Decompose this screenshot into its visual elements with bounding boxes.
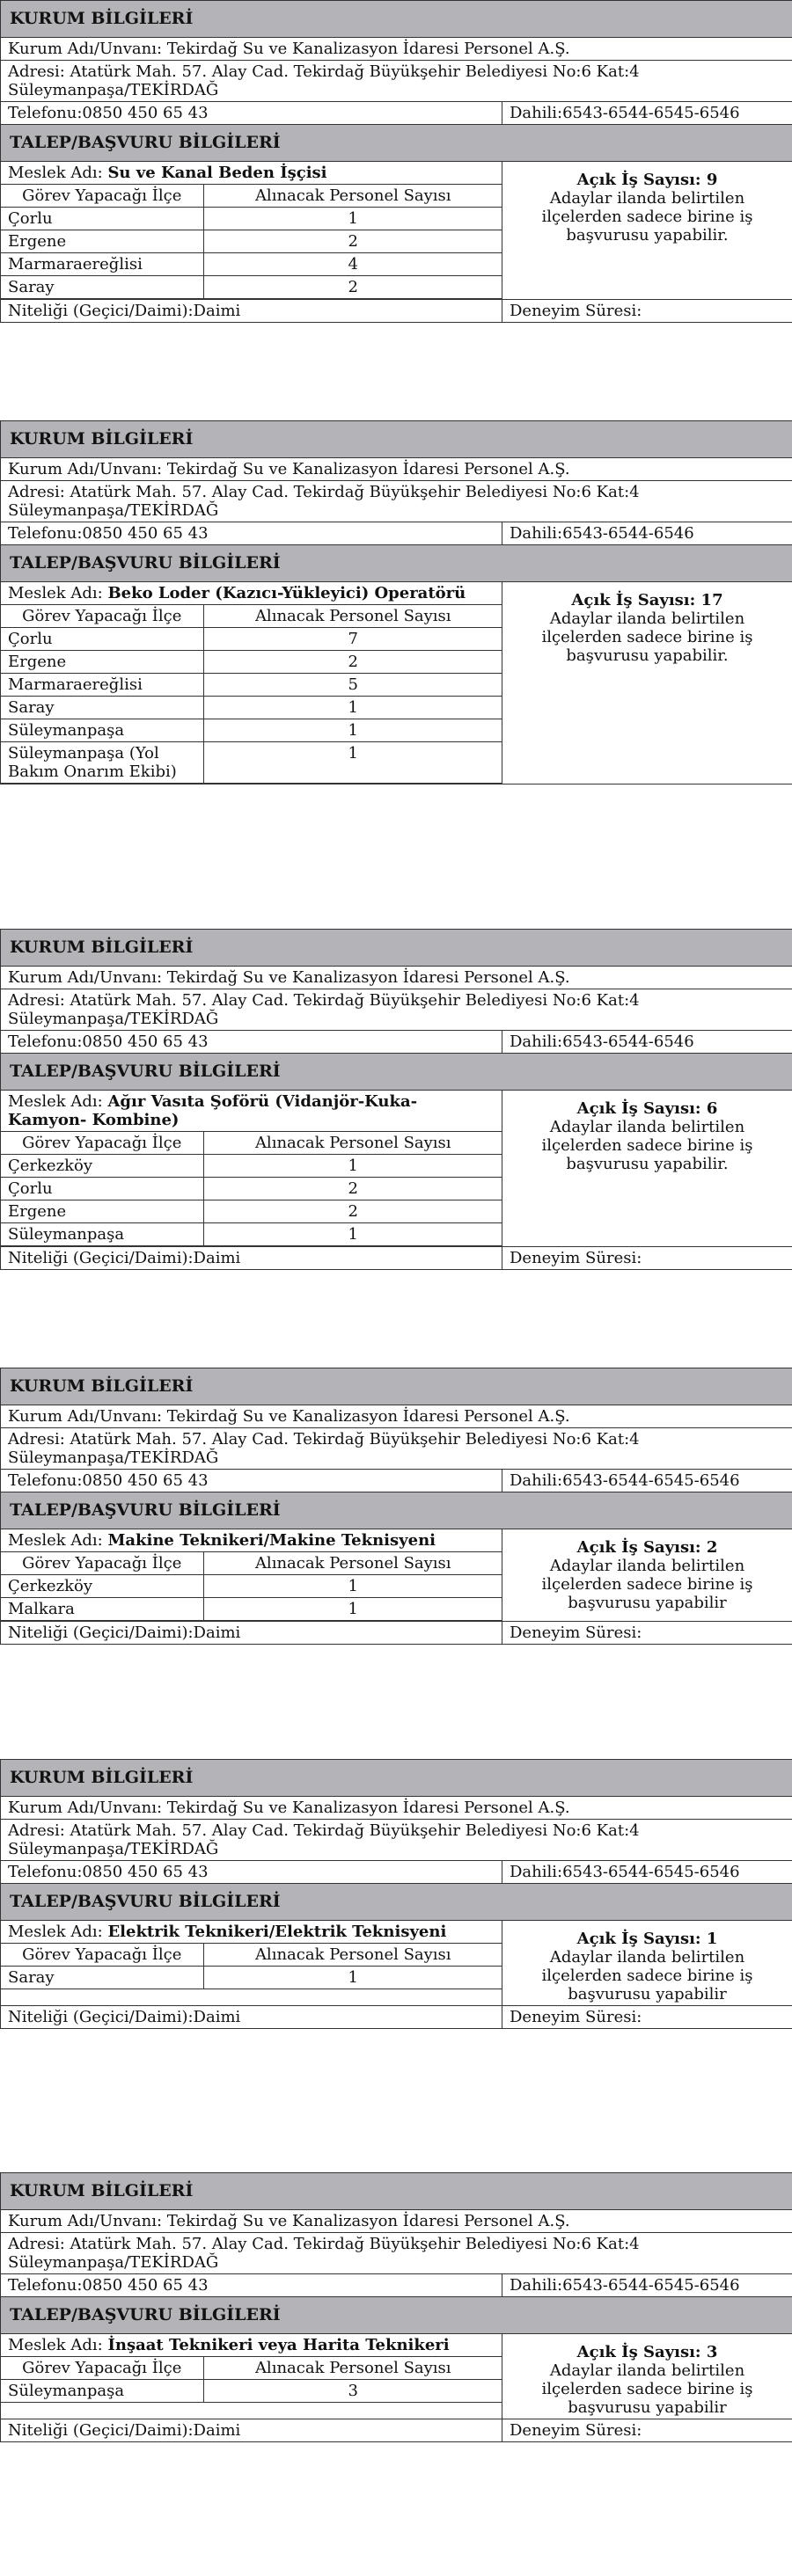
acik-is-sayisi: Açık İş Sayısı: 9 xyxy=(576,171,718,189)
table-row xyxy=(1,1200,502,1223)
kurum-dahili: Dahili:6543-6544-6545-6546 xyxy=(502,1861,792,1884)
ilce-cell: Ergene xyxy=(1,230,203,253)
job-posting-block xyxy=(0,0,792,415)
kurum-adres: Adresi: Atatürk Mah. 57. Alay Cad. Tekirdağ Büyükşehir Belediyesi No:6 Kat:4 Süleymanpaşa/TEKİRDAĞ xyxy=(1,989,792,1031)
kurum-dahili: Dahili:6543-6544-6545-6546 xyxy=(502,2274,792,2297)
meslek-adi: Elektrik Teknikeri/Elektrik Teknisyeni xyxy=(107,1923,447,1941)
ilce-cell: Çorlu xyxy=(1,208,203,230)
job-posting-block xyxy=(0,2172,792,2576)
sayi-cell: 5 xyxy=(203,674,502,697)
col-header-ilce: Görev Yapacağı İlçe xyxy=(1,1944,203,1967)
kurum-adi: Kurum Adı/Unvanı: Tekirdağ Su ve Kanalizasyon İdaresi Personel A.Ş. xyxy=(1,1405,792,1428)
kurum-adi: Kurum Adı/Unvanı: Tekirdağ Su ve Kanalizasyon İdaresi Personel A.Ş. xyxy=(1,458,792,481)
meslek-label: Meslek Adı: xyxy=(8,164,108,182)
kurum-header: KURUM BİLGİLERİ xyxy=(1,1368,792,1405)
ilce-cell: Çerkezköy xyxy=(1,1155,203,1178)
deneyim-suresi: Deneyim Süresi: xyxy=(502,300,792,323)
col-header-ilce: Görev Yapacağı İlçe xyxy=(1,185,203,208)
acik-is-box xyxy=(502,2334,792,2419)
acik-is-box xyxy=(502,1091,792,1247)
kurum-telefon: Telefonu:0850 450 65 43 xyxy=(1,522,502,545)
ilce-cell: Çorlu xyxy=(1,628,203,651)
sayi-cell: 1 xyxy=(203,1155,502,1178)
basvuru-note: Adaylar ilanda belirtilen ilçelerden sadece birine iş başvurusu yapabilir xyxy=(541,2361,753,2417)
sayi-cell: 1 xyxy=(203,697,502,719)
meslek-label: Meslek Adı: xyxy=(8,584,108,602)
col-header-ilce: Görev Yapacağı İlçe xyxy=(1,2357,203,2380)
sayi-cell: 1 xyxy=(203,1598,502,1621)
ilce-cell: Çorlu xyxy=(1,1178,203,1200)
kurum-telefon: Telefonu:0850 450 65 43 xyxy=(1,1861,502,1884)
meslek-adi-cell xyxy=(1,1091,502,1132)
ilce-table xyxy=(1,2334,502,2403)
table-row xyxy=(1,1223,502,1246)
meslek-label: Meslek Adı: xyxy=(8,1923,108,1941)
table-row xyxy=(1,1967,502,1989)
kurum-header: KURUM BİLGİLERİ xyxy=(1,1,792,38)
talep-header: TALEP/BAŞVURU BİLGİLERİ xyxy=(1,545,792,582)
kurum-adi: Kurum Adı/Unvanı: Tekirdağ Su ve Kanalizasyon İdaresi Personel A.Ş. xyxy=(1,1797,792,1820)
kurum-dahili: Dahili:6543-6544-6545-6546 xyxy=(502,1470,792,1492)
talep-header: TALEP/BAŞVURU BİLGİLERİ xyxy=(1,1492,792,1529)
meslek-section xyxy=(1,2334,502,2419)
kurum-dahili: Dahili:6543-6544-6546 xyxy=(502,522,792,545)
col-header-sayi: Alınacak Personel Sayısı xyxy=(203,1944,502,1967)
meslek-adi: İnşaat Teknikeri veya Harita Teknikeri xyxy=(107,2336,450,2354)
acik-is-box xyxy=(502,162,792,300)
basvuru-note: Adaylar ilanda belirtilen ilçelerden sadece birine iş başvurusu yapabilir xyxy=(541,1557,753,1612)
sayi-cell: 2 xyxy=(203,230,502,253)
acik-is-box xyxy=(502,1921,792,2006)
ilce-table xyxy=(1,1529,502,1621)
ilce-cell: Süleymanpaşa xyxy=(1,719,203,742)
ilce-table xyxy=(1,582,502,784)
posting-table xyxy=(0,2172,792,2442)
col-header-sayi: Alınacak Personel Sayısı xyxy=(203,185,502,208)
deneyim-suresi: Deneyim Süresi: xyxy=(502,2419,792,2442)
acik-is-sayisi: Açık İş Sayısı: 6 xyxy=(576,1099,718,1118)
meslek-adi-cell xyxy=(1,582,502,605)
kurum-header: KURUM BİLGİLERİ xyxy=(1,930,792,967)
meslek-label: Meslek Adı: xyxy=(8,2336,108,2354)
talep-header: TALEP/BAŞVURU BİLGİLERİ xyxy=(1,1054,792,1091)
col-header-ilce: Görev Yapacağı İlçe xyxy=(1,1552,203,1575)
sayi-cell: 2 xyxy=(203,651,502,674)
table-row xyxy=(1,742,502,784)
acik-is-sayisi: Açık İş Sayısı: 17 xyxy=(571,591,723,609)
meslek-section xyxy=(1,1091,502,1247)
table-row xyxy=(1,674,502,697)
kurum-header: KURUM BİLGİLERİ xyxy=(1,2173,792,2210)
ilce-table xyxy=(1,162,502,299)
meslek-section xyxy=(1,162,502,300)
talep-header: TALEP/BAŞVURU BİLGİLERİ xyxy=(1,1884,792,1921)
table-row xyxy=(1,208,502,230)
job-posting-block xyxy=(0,420,792,923)
niteligi: Niteliği (Geçici/Daimi):Daimi xyxy=(1,300,502,323)
ilce-cell: Saray xyxy=(1,697,203,719)
table-row xyxy=(1,230,502,253)
meslek-label: Meslek Adı: xyxy=(8,1531,108,1550)
acik-is-box xyxy=(502,1529,792,1622)
table-row xyxy=(1,2380,502,2403)
col-header-sayi: Alınacak Personel Sayısı xyxy=(203,2357,502,2380)
sayi-cell: 1 xyxy=(203,208,502,230)
col-header-sayi: Alınacak Personel Sayısı xyxy=(203,605,502,628)
col-header-sayi: Alınacak Personel Sayısı xyxy=(203,1552,502,1575)
meslek-section xyxy=(1,582,502,784)
table-row xyxy=(1,697,502,719)
posting-table xyxy=(0,420,792,784)
table-row xyxy=(1,1178,502,1200)
basvuru-note: Adaylar ilanda belirtilen ilçelerden sadece birine iş başvurusu yapabilir. xyxy=(541,609,753,665)
ilce-cell: Marmaraereğlisi xyxy=(1,253,203,276)
niteligi: Niteliği (Geçici/Daimi):Daimi xyxy=(1,2006,502,2029)
table-row xyxy=(1,276,502,299)
deneyim-suresi: Deneyim Süresi: xyxy=(502,1247,792,1270)
meslek-adi: Ağır Vasıta Şoförü (Vidanjör-Kuka-Kamyon- Kombine) xyxy=(8,1092,418,1129)
col-header-ilce: Görev Yapacağı İlçe xyxy=(1,605,203,628)
ilce-table xyxy=(1,1091,502,1246)
kurum-header: KURUM BİLGİLERİ xyxy=(1,421,792,458)
kurum-adres: Adresi: Atatürk Mah. 57. Alay Cad. Tekirdağ Büyükşehir Belediyesi No:6 Kat:4 Süleymanpaşa/TEKİRDAĞ xyxy=(1,61,792,102)
sayi-cell: 2 xyxy=(203,1178,502,1200)
kurum-telefon: Telefonu:0850 450 65 43 xyxy=(1,102,502,125)
meslek-section xyxy=(1,1921,502,2006)
sayi-cell: 3 xyxy=(203,2380,502,2403)
col-header-ilce: Görev Yapacağı İlçe xyxy=(1,1132,203,1155)
posting-table xyxy=(0,1368,792,1645)
ilce-cell: Saray xyxy=(1,276,203,299)
acik-is-box xyxy=(502,582,792,784)
kurum-adi: Kurum Adı/Unvanı: Tekirdağ Su ve Kanalizasyon İdaresi Personel A.Ş. xyxy=(1,967,792,989)
ilce-cell: Süleymanpaşa xyxy=(1,2380,203,2403)
deneyim-suresi: Deneyim Süresi: xyxy=(502,2006,792,2029)
kurum-adi: Kurum Adı/Unvanı: Tekirdağ Su ve Kanalizasyon İdaresi Personel A.Ş. xyxy=(1,38,792,61)
table-row xyxy=(1,253,502,276)
basvuru-note: Adaylar ilanda belirtilen ilçelerden sadece birine iş başvurusu yapabilir. xyxy=(541,189,753,244)
sayi-cell: 2 xyxy=(203,1200,502,1223)
meslek-adi: Su ve Kanal Beden İşçisi xyxy=(107,164,327,182)
kurum-adres: Adresi: Atatürk Mah. 57. Alay Cad. Tekirdağ Büyükşehir Belediyesi No:6 Kat:4 Süleymanpaşa/TEKİRDAĞ xyxy=(1,1820,792,1861)
table-row xyxy=(1,1155,502,1178)
kurum-telefon: Telefonu:0850 450 65 43 xyxy=(1,1031,502,1054)
col-header-sayi: Alınacak Personel Sayısı xyxy=(203,1132,502,1155)
meslek-adi: Beko Loder (Kazıcı-Yükleyici) Operatörü xyxy=(107,584,466,602)
meslek-adi-cell xyxy=(1,1921,502,1944)
table-row xyxy=(1,1575,502,1598)
sayi-cell: 4 xyxy=(203,253,502,276)
kurum-adres: Adresi: Atatürk Mah. 57. Alay Cad. Tekirdağ Büyükşehir Belediyesi No:6 Kat:4 Süleymanpaşa/TEKİRDAĞ xyxy=(1,2233,792,2274)
niteligi: Niteliği (Geçici/Daimi):Daimi xyxy=(1,2419,502,2442)
table-row xyxy=(1,628,502,651)
kurum-adres: Adresi: Atatürk Mah. 57. Alay Cad. Tekirdağ Büyükşehir Belediyesi No:6 Kat:4 Süleymanpaşa/TEKİRDAĞ xyxy=(1,1428,792,1470)
meslek-label: Meslek Adı: xyxy=(8,1092,108,1111)
ilce-cell: Ergene xyxy=(1,651,203,674)
sayi-cell: 7 xyxy=(203,628,502,651)
sayi-cell: 1 xyxy=(203,1967,502,1989)
sayi-cell: 1 xyxy=(203,1223,502,1246)
ilce-cell: Süleymanpaşa xyxy=(1,1223,203,1246)
posting-table xyxy=(0,929,792,1270)
niteligi: Niteliği (Geçici/Daimi):Daimi xyxy=(1,1247,502,1270)
basvuru-note: Adaylar ilanda belirtilen ilçelerden sadece birine iş başvurusu yapabilir xyxy=(541,1948,753,2003)
talep-header: TALEP/BAŞVURU BİLGİLERİ xyxy=(1,125,792,162)
deneyim-suresi: Deneyim Süresi: xyxy=(502,1622,792,1645)
niteligi: Niteliği (Geçici/Daimi):Daimi xyxy=(1,1622,502,1645)
meslek-section xyxy=(1,1529,502,1622)
ilce-cell: Saray xyxy=(1,1967,203,1989)
meslek-adi-cell xyxy=(1,1529,502,1552)
kurum-telefon: Telefonu:0850 450 65 43 xyxy=(1,2274,502,2297)
job-posting-block xyxy=(0,1368,792,1754)
basvuru-note: Adaylar ilanda belirtilen ilçelerden sadece birine iş başvurusu yapabilir. xyxy=(541,1118,753,1173)
meslek-adi-cell xyxy=(1,162,502,185)
kurum-header: KURUM BİLGİLERİ xyxy=(1,1760,792,1797)
job-posting-block xyxy=(0,929,792,1362)
sayi-cell: 1 xyxy=(203,719,502,742)
table-row xyxy=(1,1598,502,1621)
posting-table xyxy=(0,1759,792,2029)
posting-table xyxy=(0,0,792,323)
ilce-cell: Marmaraereğlisi xyxy=(1,674,203,697)
table-row xyxy=(1,651,502,674)
ilce-cell: Malkara xyxy=(1,1598,203,1621)
ilce-cell: Süleymanpaşa (Yol Bakım Onarım Ekibi) xyxy=(1,742,203,784)
ilce-cell: Çerkezköy xyxy=(1,1575,203,1598)
kurum-adres: Adresi: Atatürk Mah. 57. Alay Cad. Tekirdağ Büyükşehir Belediyesi No:6 Kat:4 Süleymanpaşa/TEKİRDAĞ xyxy=(1,481,792,522)
meslek-adi-cell xyxy=(1,2334,502,2357)
meslek-adi: Makine Teknikeri/Makine Teknisyeni xyxy=(107,1531,436,1550)
job-posting-block xyxy=(0,1759,792,2167)
ilce-table xyxy=(1,1921,502,1989)
kurum-adi: Kurum Adı/Unvanı: Tekirdağ Su ve Kanalizasyon İdaresi Personel A.Ş. xyxy=(1,2210,792,2233)
talep-header: TALEP/BAŞVURU BİLGİLERİ xyxy=(1,2297,792,2334)
sayi-cell: 1 xyxy=(203,742,502,784)
ilce-cell: Ergene xyxy=(1,1200,203,1223)
kurum-dahili: Dahili:6543-6544-6545-6546 xyxy=(502,102,792,125)
acik-is-sayisi: Açık İş Sayısı: 1 xyxy=(576,1930,718,1948)
acik-is-sayisi: Açık İş Sayısı: 3 xyxy=(576,2343,718,2361)
kurum-telefon: Telefonu:0850 450 65 43 xyxy=(1,1470,502,1492)
kurum-dahili: Dahili:6543-6544-6546 xyxy=(502,1031,792,1054)
sayi-cell: 2 xyxy=(203,276,502,299)
sayi-cell: 1 xyxy=(203,1575,502,1598)
table-row xyxy=(1,719,502,742)
acik-is-sayisi: Açık İş Sayısı: 2 xyxy=(576,1538,718,1557)
